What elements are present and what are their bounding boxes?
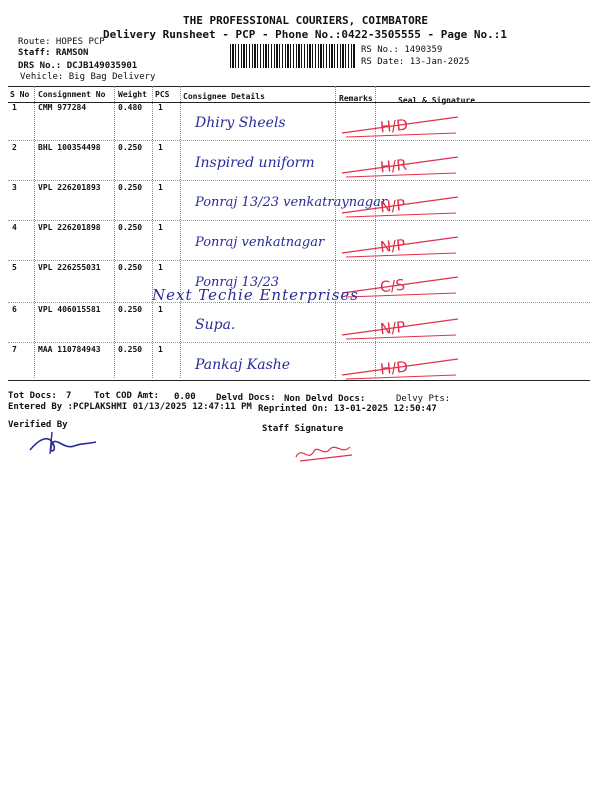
reprinted-on: Reprinted On: 13-01-2025 12:50:47 [258, 404, 437, 414]
row-pcs: 1 [158, 223, 163, 232]
row-sno: 4 [12, 223, 17, 232]
row-pcs: 1 [158, 345, 163, 354]
row-pcs: 1 [158, 143, 163, 152]
runsheet-title: Delivery Runsheet - PCP - Phone No.:0422-3505555 - Page No.:1 [103, 28, 507, 41]
row-status-mark: H/D [379, 115, 409, 137]
row-weight: 0.250 [118, 263, 143, 272]
row-handwritten-consignee: Inspired uniform [195, 155, 315, 171]
row-handwritten-consignee: Pankaj Kashe [195, 357, 291, 373]
row-status-strike [338, 231, 458, 263]
rs-date: RS Date: 13-Jan-2025 [361, 57, 470, 67]
delvd-docs: Delvd Docs: [216, 393, 276, 403]
row-sno: 1 [12, 103, 17, 112]
row-weight: 0.480 [118, 103, 143, 112]
col-consignment: Consignment No [38, 90, 106, 99]
verified-signature [22, 428, 102, 458]
row-status-mark: H/D [379, 357, 409, 379]
row-handwritten-consignee: Dhiry Sheels [195, 115, 286, 131]
row-sno: 7 [12, 345, 17, 354]
staff-signature-label: Staff Signature [262, 424, 344, 434]
row-status-mark: C/S [379, 275, 406, 297]
barcode [230, 44, 355, 68]
row-sno: 6 [12, 305, 17, 314]
row-consignment: CMM 977284 [38, 103, 87, 112]
col-weight: Weight [118, 90, 147, 99]
row-pcs: 1 [158, 103, 163, 112]
row-weight: 0.250 [118, 305, 143, 314]
tot-docs-value: 7 [66, 391, 72, 401]
row-weight: 0.250 [118, 143, 143, 152]
staff: Staff: RAMSON [18, 48, 89, 58]
row-status-strike [338, 313, 458, 345]
row-status-strike [338, 151, 458, 183]
row-status-strike [338, 111, 458, 143]
non-delvd-docs: Non Delvd Docs: [284, 394, 366, 404]
row-status-mark: N/P [379, 235, 407, 257]
drs-number: DRS No.: DCJB149035901 [18, 61, 138, 71]
row-weight: 0.250 [118, 223, 143, 232]
delvy-pts: Delvy Pts: [396, 394, 451, 404]
row-sno: 3 [12, 183, 17, 192]
row-handwritten-consignee: Supa. [195, 317, 236, 333]
row-weight: 0.250 [118, 345, 143, 354]
entered-by: Entered By :PCPLAKSHMI 01/13/2025 12:47:11 PM [8, 402, 252, 412]
tot-docs-label: Tot Docs: [8, 391, 57, 401]
col-remarks: Remarks [339, 94, 373, 103]
row-consignment: VPL 226201898 [38, 223, 101, 232]
row-consignment: VPL 226255031 [38, 263, 101, 272]
row-pcs: 1 [158, 305, 163, 314]
row-consignment: VPL 406015581 [38, 305, 101, 314]
row-handwritten-consignee: Ponraj venkatnagar [195, 235, 325, 250]
col-sno: S No [10, 90, 30, 99]
route: Route: HOPES PCP [18, 37, 105, 47]
row-status-mark: N/P [379, 195, 407, 217]
row-status-strike [338, 191, 458, 223]
row-handwritten-consignee: Ponraj 13/23 venkatraynagar [195, 195, 388, 210]
row-sno: 5 [12, 263, 17, 272]
vehicle: Vehicle: Big Bag Delivery [20, 72, 156, 82]
row-consignment: VPL 226201893 [38, 183, 101, 192]
row-status-mark: H/R [379, 155, 408, 177]
col-pcs: PCS [155, 90, 170, 99]
row-consignment: MAA 110784943 [38, 345, 101, 354]
tot-cod-label: Tot COD Amt: [94, 391, 160, 401]
row-consignment: BHL 100354498 [38, 143, 101, 152]
tot-cod-value: 0.00 [174, 392, 196, 402]
col-consignee: Consignee Details [183, 92, 265, 101]
handwritten-company: Next Techie Enterprises [152, 286, 360, 304]
row-status-mark: N/P [379, 317, 407, 339]
col-seal: Seal & Signature [398, 96, 476, 105]
staff-signature-mark [292, 437, 362, 467]
row-pcs: 1 [158, 183, 163, 192]
company-name: THE PROFESSIONAL COURIERS, COIMBATORE [183, 14, 429, 27]
row-weight: 0.250 [118, 183, 143, 192]
verified-by: Verified By [8, 420, 68, 430]
rs-number: RS No.: 1490359 [361, 45, 443, 55]
row-sno: 2 [12, 143, 17, 152]
row-handwritten-consignee: Ponraj 13/23 [195, 275, 280, 290]
row-pcs: 1 [158, 263, 163, 272]
